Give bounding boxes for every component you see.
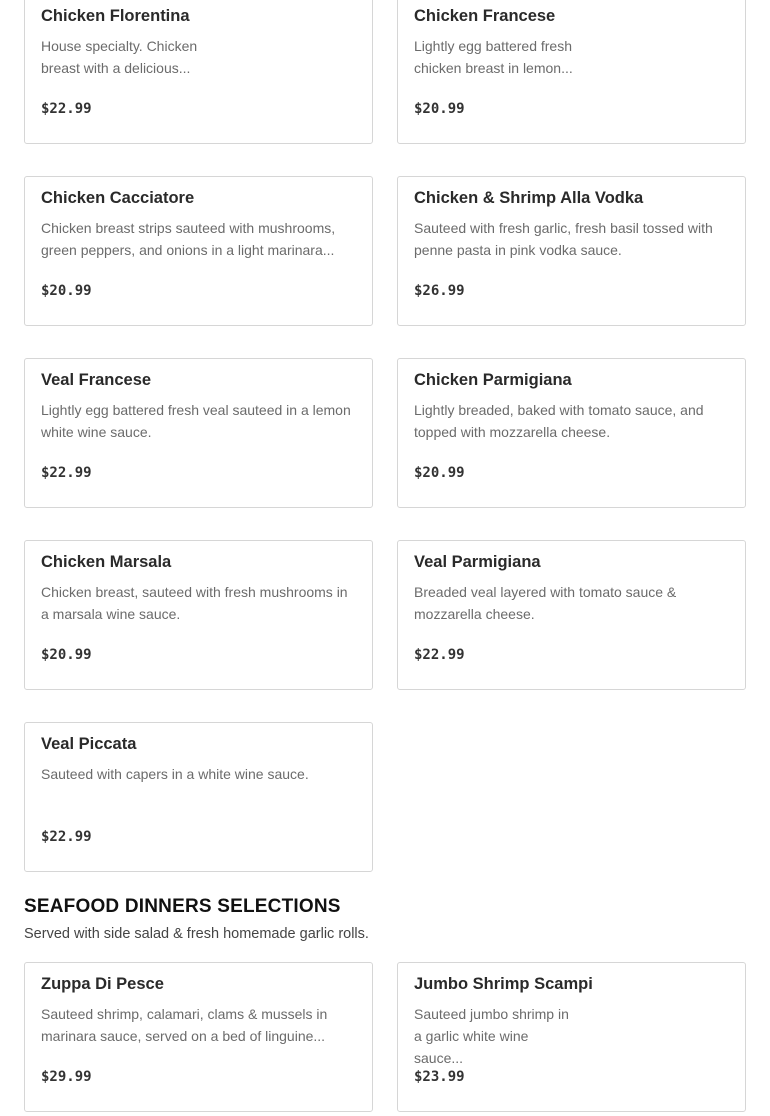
menu-item-price: $22.99 xyxy=(41,101,92,117)
menu-item-name: Chicken Parmigiana xyxy=(414,371,572,389)
menu-item-price: $22.99 xyxy=(41,829,92,845)
menu-item-description: Lightly egg battered fresh chicken breast in lemon... xyxy=(414,38,573,76)
menu-item-name: Chicken Cacciatore xyxy=(41,189,195,207)
menu-item-description: House specialty. Chicken breast with a delicious... xyxy=(41,38,198,76)
menu-item-card[interactable] xyxy=(397,358,746,508)
menu-item-card[interactable] xyxy=(24,358,373,508)
menu-item-name: Chicken & Shrimp Alla Vodka xyxy=(414,189,644,207)
menu-item-card[interactable] xyxy=(397,176,746,326)
menu-item-price: $22.99 xyxy=(414,647,465,663)
menu-item-price: $20.99 xyxy=(414,465,465,481)
menu-item-price: $20.99 xyxy=(41,647,92,663)
menu-item-description: Chicken breast, sauteed with fresh mushrooms in a marsala wine sauce. xyxy=(41,584,348,622)
menu-item-card[interactable] xyxy=(397,962,746,1112)
menu-item-card[interactable] xyxy=(24,176,373,326)
menu-item-description: Breaded veal layered with tomato sauce & mozzarella cheese. xyxy=(414,584,677,622)
menu-item-price: $26.99 xyxy=(414,283,465,299)
section-subtitle: Served with side salad & fresh homemade garlic rolls. xyxy=(24,926,369,942)
menu-item-name: Chicken Florentina xyxy=(41,7,190,25)
menu-item-card[interactable] xyxy=(24,0,373,144)
menu-item-name: Veal Francese xyxy=(41,371,152,389)
menu-item-card[interactable] xyxy=(24,540,373,690)
menu-item-description: Sauteed shrimp, calamari, clams & mussels in marinara sauce, served on a bed of linguine... xyxy=(41,1006,328,1044)
menu-item-price: $20.99 xyxy=(414,101,465,117)
menu-item-name: Chicken Francese xyxy=(414,7,556,25)
menu-item-price: $22.99 xyxy=(41,465,92,481)
menu-item-price: $29.99 xyxy=(41,1069,92,1085)
menu-item-name: Veal Piccata xyxy=(41,735,137,753)
menu-item-name: Veal Parmigiana xyxy=(414,553,541,571)
menu-item-name: Zuppa Di Pesce xyxy=(41,975,164,993)
menu-item-card[interactable] xyxy=(24,962,373,1112)
menu-item-description: Sauteed jumbo shrimp in a garlic white wine sauce... xyxy=(414,1006,569,1066)
menu-item-name: Chicken Marsala xyxy=(41,553,172,571)
menu-item-description: Chicken breast strips sauteed with mushrooms, green peppers, and onions in a light marinara... xyxy=(41,220,336,258)
menu-item-name: Jumbo Shrimp Scampi xyxy=(414,975,593,993)
menu-item-card[interactable] xyxy=(397,0,746,144)
menu-item-price: $20.99 xyxy=(41,283,92,299)
section-title: SEAFOOD DINNERS SELECTIONS xyxy=(24,896,341,917)
menu-item-card[interactable] xyxy=(397,540,746,690)
menu-item-price: $23.99 xyxy=(414,1069,465,1085)
menu-item-description: Lightly egg battered fresh veal sauteed in a lemon white wine sauce. xyxy=(41,402,351,440)
menu-item-card[interactable] xyxy=(24,722,373,872)
menu-item-description: Sauteed with fresh garlic, fresh basil tossed with penne pasta in pink vodka sauce. xyxy=(414,220,713,258)
menu-item-description: Sauteed with capers in a white wine sauce. xyxy=(41,766,309,782)
menu-item-description: Lightly breaded, baked with tomato sauce, and topped with mozzarella cheese. xyxy=(414,402,704,440)
